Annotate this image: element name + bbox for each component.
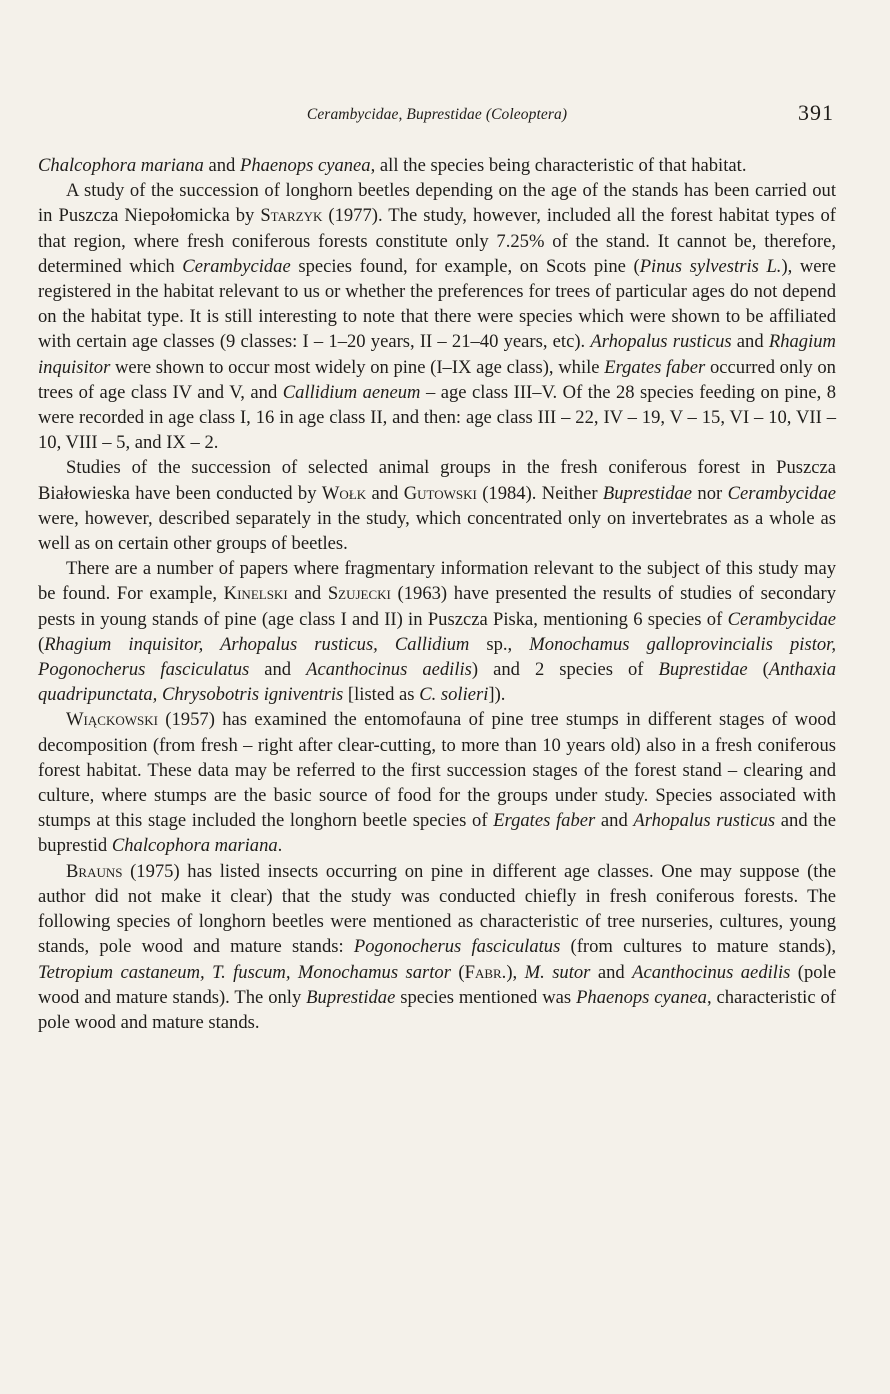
italic-text: M. sutor [524, 961, 591, 983]
italic-text: Acanthocinus aedilis [632, 961, 791, 983]
text-run: ]). [488, 684, 506, 706]
text-run: occurred only on trees of age class IV and V, and [38, 356, 836, 403]
author-name: Szujecki [327, 583, 391, 605]
paragraph [38, 455, 836, 556]
text-run: ( [747, 659, 769, 681]
text-run: (from cultures to mature stands), [560, 936, 836, 958]
text-run: ), [506, 961, 525, 983]
author-name: Starzyk [260, 205, 323, 227]
italic-text: Pogonocherus fasciculatus [353, 936, 561, 958]
italic-text: Arhopalus rusticus [590, 331, 732, 353]
text-run: There are a number of papers where fragmentary information relevant to the subject of this study may be found. For example, [38, 558, 836, 605]
author-name: Wołk [321, 482, 367, 504]
italic-text: Buprestidae [602, 482, 693, 504]
italic-text: Ergates faber [493, 810, 596, 832]
running-header [38, 100, 836, 130]
paragraph [38, 178, 836, 455]
paragraph [38, 707, 836, 858]
author-name: Brauns [66, 860, 123, 882]
text-run: were, however, described separately in the study, which concentrated only on invertebrates as a whole as well as on certain other groups of beetles. [38, 507, 836, 555]
text-run: and [595, 810, 634, 832]
italic-text: Cerambycidae [727, 608, 836, 630]
text-run: – age class III–V. Of the 28 species feeding on pine, 8 were recorded in age class I, 16 in age class II, and then: age class III – 22, IV – 19, V – 15, VI – 10, VII – 10, VIII – 5, and IX – 2. [38, 381, 837, 454]
italic-text: Ergates faber [604, 356, 706, 378]
italic-text: Chalcophora mariana [111, 835, 278, 857]
text-run: species mentioned was [395, 986, 577, 1008]
body-text [38, 153, 836, 1035]
text-run: (1984). Neither [476, 482, 603, 504]
italic-text: Callidium aeneum [282, 381, 421, 403]
italic-text: Acanthocinus aedilis [306, 659, 472, 681]
italic-text: Buprestidae [306, 986, 396, 1008]
italic-text: Cerambycidae [182, 255, 291, 277]
italic-text: Rhagium inquisitor [38, 331, 836, 378]
paragraph [38, 153, 836, 178]
text-run: ), were registered in the habitat relevant to us or whether the preferences for trees of particular ages do not depend on the habitat type. It is still interesting to note that there were species which were shown to be affiliated with certain age classes (9 classes: I – 1–20 years, II – 21–40 years, etc). [38, 255, 837, 353]
author-name: Gutowski [403, 482, 477, 504]
italic-text: Phaenops cyanea [576, 986, 707, 1008]
text-run: and [249, 659, 307, 681]
text-run: ( [450, 961, 465, 983]
text-run: (1975) has listed insects occurring on pine in different age classes. One may suppose (the author did not make it clear) that the study was conducted chiefly in fresh coniferous forests. The following species of longhorn beetles were mentioned as characteristic of tree nurseries, cultures, young stands, pole wood and mature stands: [38, 860, 836, 958]
page-number: 391 [798, 100, 834, 125]
italic-text: Rhagium inquisitor, Arhopalus rusticus, Callidium [44, 633, 470, 655]
author-name: Fabr. [464, 961, 507, 983]
text-run: (pole wood and mature stands). The only [38, 961, 836, 1008]
paragraph [38, 859, 836, 1035]
text-run: ) and 2 species of [471, 659, 659, 681]
italic-text: Cerambycidae [727, 482, 836, 504]
text-run: , all the species being characteristic of that habitat. [370, 155, 747, 176]
italic-text: Arhopalus rusticus [633, 810, 776, 832]
italic-text: Tetropium castaneum, T. fuscum, Monochamus sartor [38, 961, 451, 983]
text-run: nor [692, 482, 728, 504]
italic-text: C. solieri [419, 684, 489, 706]
paragraph [38, 556, 836, 707]
text-run: A study of the succession of longhorn beetles depending on the age of the stands has been carried out in Puszcza Niepołomicka by [38, 180, 836, 227]
italic-text: Buprestidae [658, 659, 748, 681]
running-title: Cerambycidae, Buprestidae (Coleoptera) [306, 106, 568, 123]
italic-text: Pinus sylvestris L. [639, 255, 782, 277]
text-run: and [590, 961, 633, 983]
text-run: were shown to occur most widely on pine (I–IX age class), while [110, 356, 605, 378]
text-run: ( [38, 633, 45, 655]
author-name: Wiąckowski [66, 709, 158, 731]
text-run: (1977). The study, however, included all the forest habitat types of that region, where fresh coniferous forests constitute only 7.25% of the stand. It cannot be, therefore, determined which [38, 205, 836, 277]
author-name: Kinelski [223, 583, 288, 605]
italic-text: Phaenops cyanea [239, 155, 371, 176]
text-run: and [366, 482, 404, 504]
text-run: (1957) has examined the entomofauna of pine tree stumps in different stages of wood decomposition (from fresh – right after clear-cutting, to more than 10 years old) also in a fresh coniferous forest habitat. These data may be referred to the first succession stages of the forest stand – clearing and culture, where stumps are the basic source of food for the groups under study. Species associated with stumps at this stage included the longhorn beetle species of [38, 709, 836, 832]
text-run: . [277, 835, 283, 857]
text-run: and [287, 583, 328, 605]
text-run: [listed as [343, 684, 420, 706]
text-run: (1963) have presented the results of studies of secondary pests in young stands of pine (age class I and II) in Puszcza Piska, mentioning 6 species of [38, 583, 836, 630]
italic-text: Monochamus galloprovincialis pistor, Pogonocherus fasciculatus [38, 633, 836, 681]
text-run: Studies of the succession of selected animal groups in the fresh coniferous forest in Puszcza Białowieska have been conducted by [38, 457, 836, 504]
italic-text: Anthaxia quadripunctata, Chrysobotris igniventris [38, 659, 836, 706]
text-run: , characteristic of pole wood and mature stands. [38, 986, 836, 1033]
italic-text: Chalcophora mariana [38, 155, 204, 176]
text-run: sp., [469, 633, 530, 655]
text-run: and [203, 155, 240, 176]
text-run: and the buprestid [38, 810, 836, 857]
text-run: and [731, 331, 769, 353]
text-run: species found, for example, on Scots pine ( [290, 255, 640, 277]
